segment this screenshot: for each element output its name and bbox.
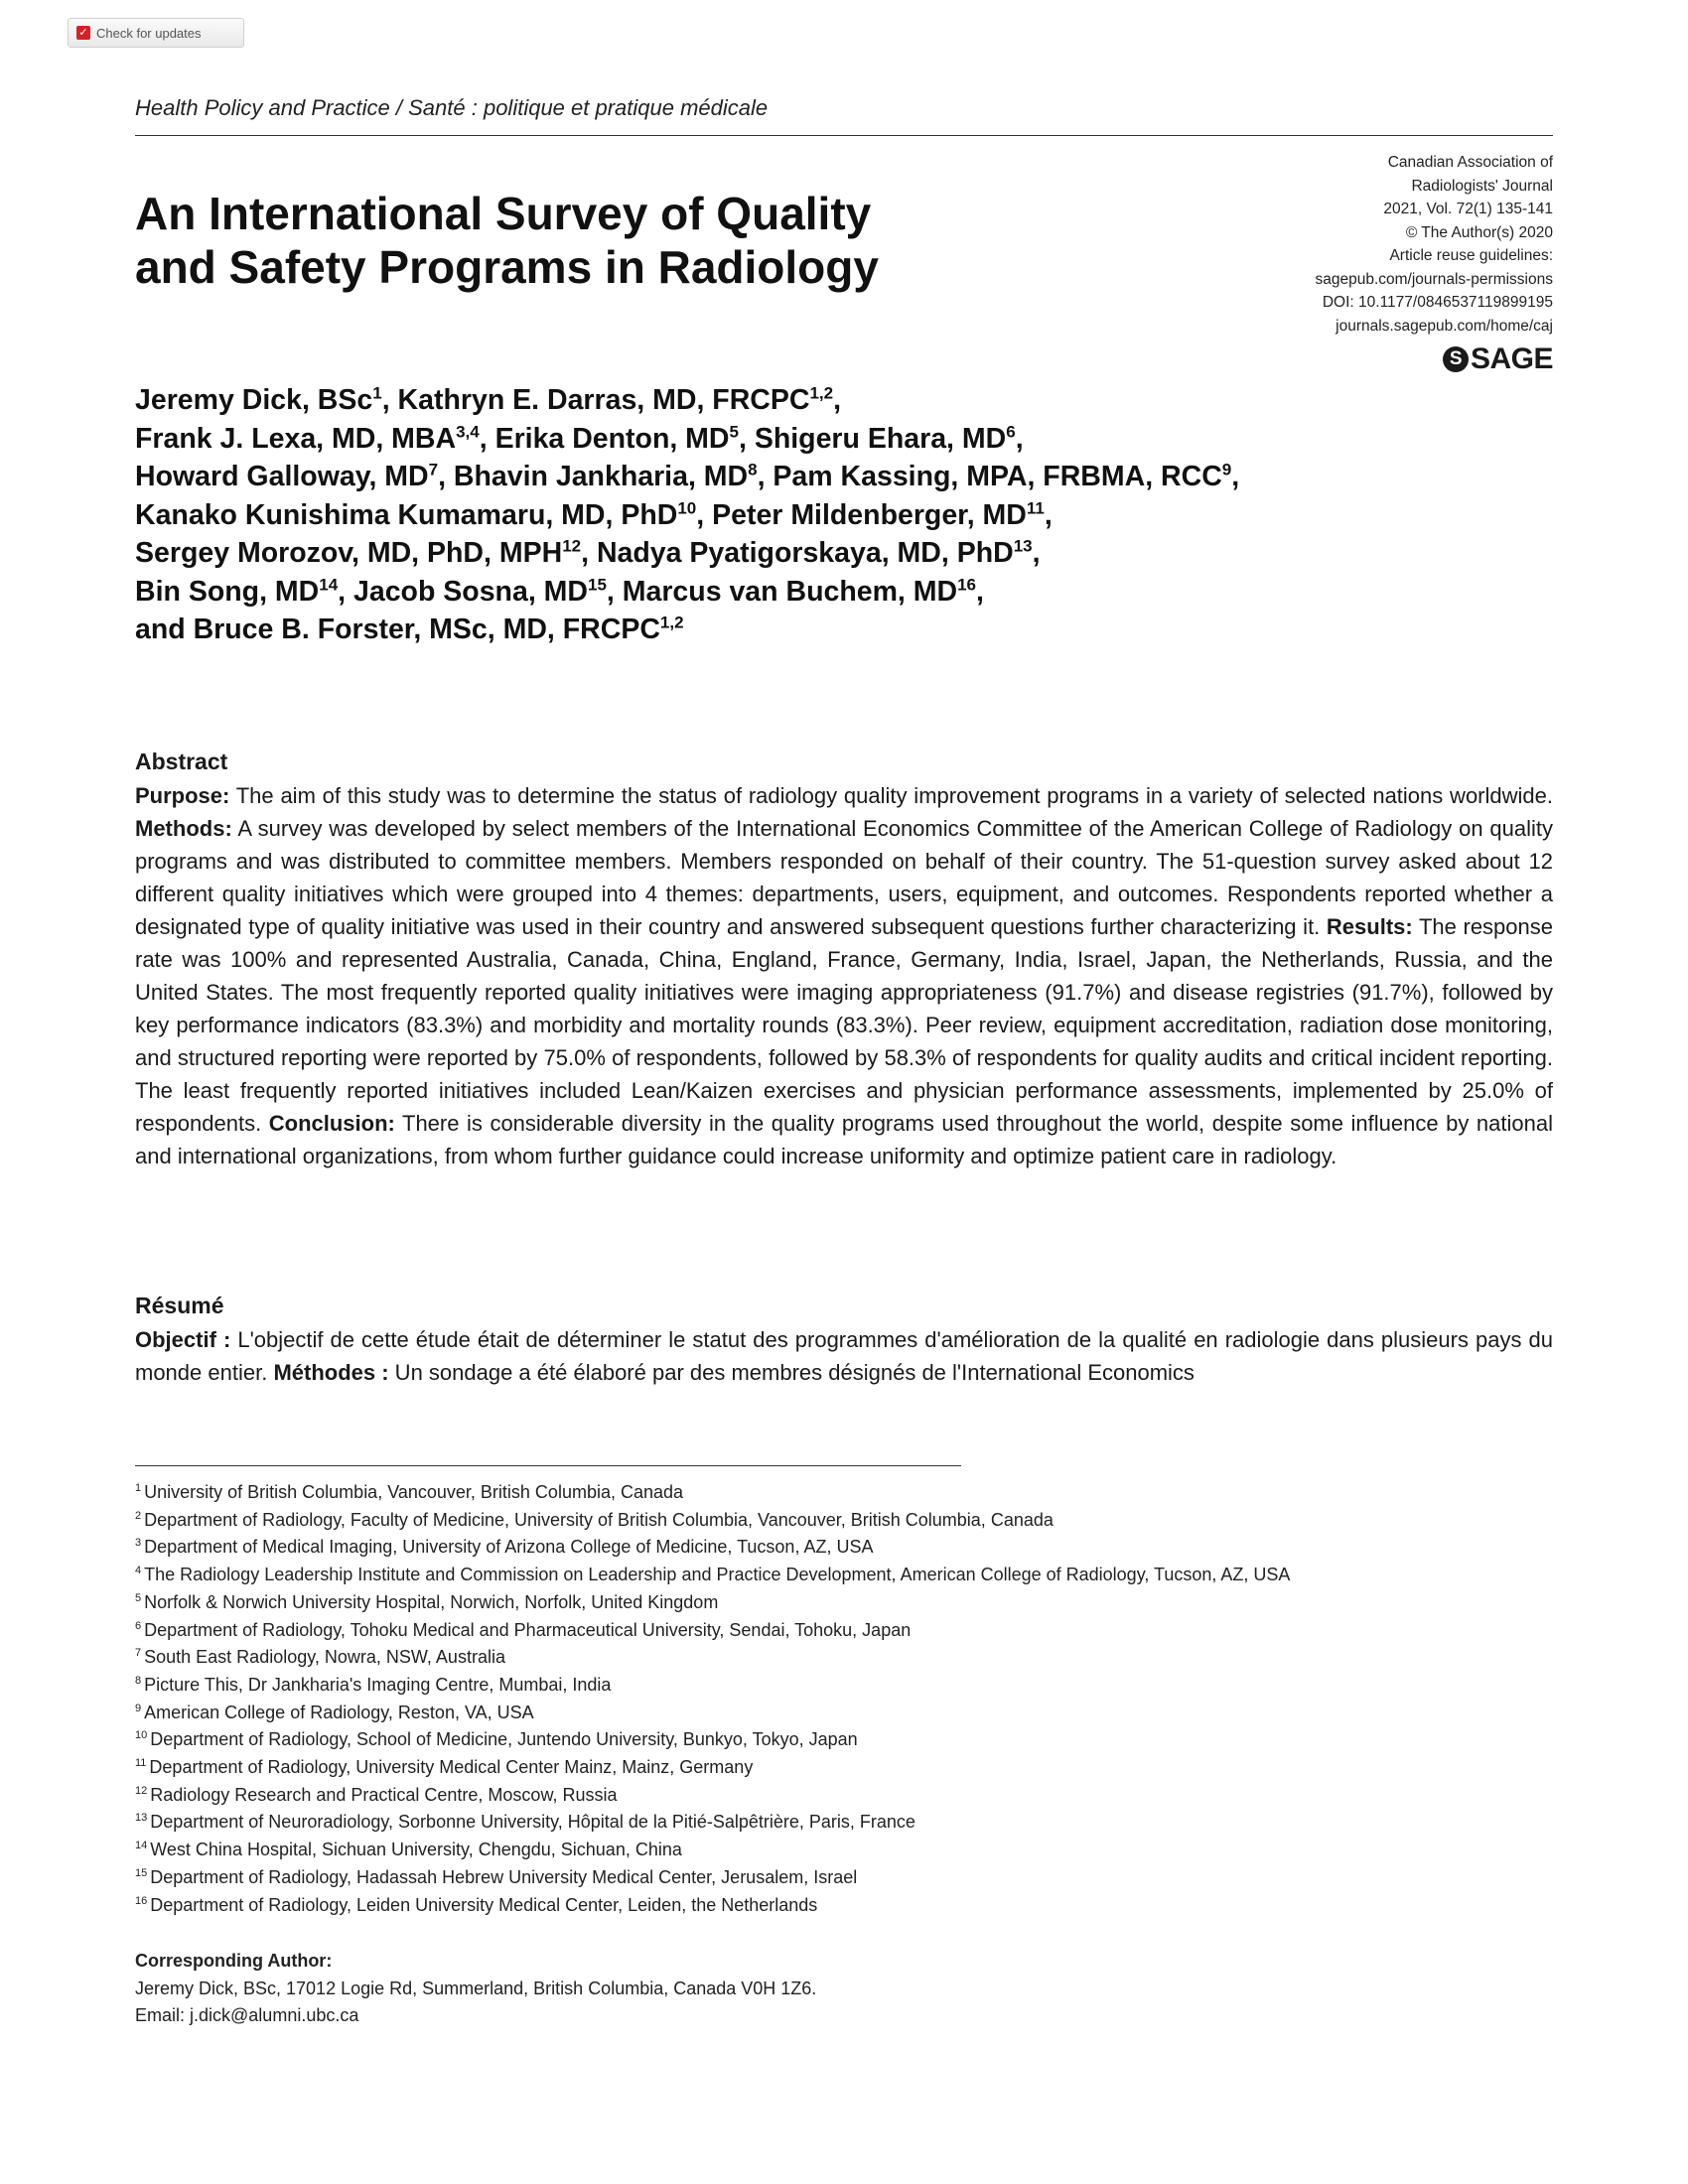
resume-label: Méthodes : [273,1360,389,1385]
abstract-heading: Abstract [135,749,228,774]
author-affiliation-mark: 1 [372,383,382,403]
author-separator: , [479,422,495,455]
email-label: Email: [135,2005,191,2025]
author-affiliation-mark: 15 [587,575,607,594]
corresponding-address: Jeremy Dick, BSc, 17012 Logie Rd, Summerland, British Columbia, Canada V0H 1Z6. [135,1978,817,1998]
author-line [135,458,1545,496]
resume-label: Objectif : [135,1327,231,1352]
author-name: Sergey Morozov, MD, PhD, MPH [135,537,563,569]
author-separator: , [1015,422,1024,455]
abstract-label: Purpose: [135,783,230,808]
email-link[interactable]: j.dick@alumni.ubc.ca [190,2005,359,2025]
author-separator: , [757,461,774,492]
affiliation-number: 2 [135,1509,142,1522]
author-name: Erika Denton, MD [494,422,730,455]
affiliation-text: Department of Radiology, Leiden University Medical Center, Leiden, the Netherlands [150,1894,818,1915]
affiliation-item [135,1782,1553,1810]
affiliation-item [135,1864,1553,1892]
resume-body [135,1323,1553,1389]
author-separator: , [606,575,623,608]
affiliation-number: 10 [135,1729,148,1742]
affiliation-text: Department of Radiology, School of Medicine, Juntendo University, Bunkyo, Tokyo, Japan [150,1729,858,1750]
affiliation-item [135,1617,1553,1645]
author-name: Pam Kassing, MPA, FRBMA, RCC [773,461,1222,492]
check-updates-icon: ✓ [76,26,90,40]
affiliation-number: 4 [135,1565,142,1577]
author-name: Nadya Pyatigorskaya, MD, PhD [596,537,1014,569]
author-name: Peter Mildenberger, MD [712,498,1027,531]
affiliation-number: 1 [135,1482,142,1494]
author-name: Bin Song, MD [135,575,320,608]
author-affiliation-mark: 7 [428,460,439,479]
journal-meta [1315,151,1553,338]
author-affiliation-mark: 12 [562,536,582,556]
author-separator: , [381,384,398,416]
journal-meta-line: Radiologists' Journal [1411,177,1553,195]
author-affiliation-mark: 1,2 [809,383,834,403]
resume-text: L'objectif de cette étude était de déterminer le statut des programmes d'amélioration de la qualité en radiologie dans plusieurs pays du monde entier. [135,1327,1553,1385]
running-header: Health Policy and Practice / Santé : politique et pratique médicale [135,95,769,120]
author-line [135,534,1545,573]
affiliation-number: 16 [135,1894,148,1907]
author-separator: , [581,537,597,569]
abstract-text: The response rate was 100% and represented Australia, Canada, China, England, France, Germany, India, Israel, Japan, the Netherlands, Russia, and the United States. The most frequently reported quality initiatives were imaging appropriateness (91.7%) and disease registries (91.7%), followed by key performance indicators (83.3%) and morbidity and mortality rounds (83.3%). Peer review, equipment accreditation, radiation dose monitoring, and structured reporting were reported by 75.0% of respondents, followed by 58.3% of respondents for quality audits and critical incident reporting. The least frequently reported initiatives included Lean/Kaizen exercises and physician performance assessments, implemented by 25.0% of respondents. [135,914,1553,1136]
author-separator: , [833,384,842,416]
author-affiliation-mark: 1,2 [659,613,684,632]
affiliation-number: 15 [135,1866,148,1879]
abstract-label: Methods: [135,816,232,841]
affiliation-text: Radiology Research and Practical Centre, Moscow, Russia [150,1784,618,1805]
affiliation-text: Department of Medical Imaging, University of Arizona College of Medicine, Tucson, AZ, USA [144,1537,874,1558]
affiliation-number: 3 [135,1537,142,1550]
author-affiliation-mark: 16 [957,575,977,594]
affiliation-text: Department of Radiology, Tohoku Medical and Pharmaceutical University, Sendai, Tohoku, Japan [144,1619,912,1640]
affiliation-item [135,1837,1553,1864]
affiliation-text: Picture This, Dr Jankharia's Imaging Centre, Mumbai, India [144,1674,612,1695]
affiliation-text: West China Hospital, Sichuan University, Chengdu, Sichuan, China [150,1840,682,1860]
author-line [135,420,1545,459]
affiliation-number: 6 [135,1619,142,1632]
affiliation-item [135,1507,1553,1535]
author-name: and Bruce B. Forster, MSc, MD, FRCPC [135,614,660,645]
affiliation-number: 7 [135,1647,142,1660]
journal-meta-line: Canadian Association of [1387,154,1553,171]
abstract-text: The aim of this study was to determine the status of radiology quality improvement programs in a variety of selected nations worldwide. [229,783,1553,808]
sage-s-icon: S [1443,346,1469,372]
resume-section [135,1293,1553,1389]
affiliation-item [135,1726,1553,1754]
author-line [135,381,1545,420]
doi-link[interactable]: DOI: 10.1177/0846537119899195 [1322,294,1553,311]
affiliation-item [135,1644,1553,1672]
corresponding-heading: Corresponding Author: [135,1951,333,1971]
journal-meta-line: Article reuse guidelines: [1389,247,1553,264]
affiliation-number: 5 [135,1591,142,1604]
resume-heading: Résumé [135,1293,224,1318]
affiliation-number: 11 [135,1757,147,1770]
affiliation-text: South East Radiology, Nowra, NSW, Australia [144,1647,505,1668]
author-name: Marcus van Buchem, MD [622,575,958,608]
author-name: Bhavin Jankharia, MD [453,461,749,492]
author-name: Jeremy Dick, BSc [135,384,373,416]
header-divider [135,135,1553,136]
affiliation-number: 13 [135,1812,148,1825]
affiliation-text: Department of Neuroradiology, Sorbonne University, Hôpital de la Pitié-Salpêtrière, Paris, France [150,1812,915,1833]
corresponding-email-row [135,2002,816,2030]
journal-home-link[interactable]: journals.sagepub.com/home/caj [1336,317,1553,335]
author-affiliation-mark: 14 [319,575,339,594]
author-separator: , [696,498,713,531]
author-name: Kanako Kunishima Kumamaru, MD, PhD [135,498,678,531]
author-separator: , [338,575,353,608]
author-affiliation-mark: 6 [1006,422,1016,441]
author-separator: , [438,461,454,492]
title-line: An International Survey of Quality [135,188,872,239]
author-separator: , [738,422,755,455]
affiliation-text: Department of Radiology, University Medical Center Mainz, Mainz, Germany [149,1757,754,1778]
author-name: Frank J. Lexa, MD, MBA [135,422,457,455]
author-affiliation-mark: 9 [1221,460,1232,479]
abstract-section [135,749,1553,1172]
author-name: Jacob Sosna, MD [353,575,588,608]
affiliation-item [135,1809,1553,1837]
author-line [135,573,1545,612]
author-name: Shigeru Ehara, MD [754,422,1007,455]
affiliation-text: Department of Radiology, Hadassah Hebrew University Medical Center, Jerusalem, Israel [150,1866,858,1887]
affiliation-text: Norfolk & Norwich University Hospital, Norwich, Norfolk, United Kingdom [144,1591,719,1612]
affiliation-text: Department of Radiology, Faculty of Medicine, University of British Columbia, Vancouver, British Columbia, Canada [144,1509,1054,1530]
affiliation-text: American College of Radiology, Reston, VA, USA [144,1702,534,1722]
affiliation-item [135,1479,1553,1507]
affiliation-number: 8 [135,1674,142,1687]
author-name: Kathryn E. Darras, MD, FRCPC [397,384,810,416]
affiliation-text: The Radiology Leadership Institute and Commission on Leadership and Practice Development, American College of Radiology, Tucson, AZ, USA [144,1565,1291,1585]
affiliation-item [135,1754,1553,1782]
author-separator: , [1231,461,1240,492]
corresponding-author [135,1948,816,2030]
author-list [135,381,1545,649]
author-affiliation-mark: 13 [1013,536,1033,556]
resume-text: Un sondage a été élaboré par des membres désignés de l'International Economics [388,1360,1195,1385]
affiliation-number: 12 [135,1784,148,1797]
abstract-label: Conclusion: [268,1111,395,1136]
author-separator: , [976,575,984,608]
abstract-label: Results: [1326,914,1413,939]
author-affiliation-mark: 11 [1026,498,1045,517]
abstract-text: A survey was developed by select members of the International Economics Committee of the American College of Radiology on quality programs and was distributed to committee members. Members responded on behalf of their country. The 51-question survey asked about 12 different quality initiatives which were grouped into 4 themes: departments, users, equipment, and outcomes. Respondents reported whether a designated type of quality initiative was used in their country and answered subsequent questions further characterizing it. [135,816,1553,939]
author-line [135,496,1545,535]
affiliation-item [135,1672,1553,1700]
affiliation-list [135,1479,1553,1919]
affiliation-number: 14 [135,1840,148,1852]
journal-meta-line: 2021, Vol. 72(1) 135-141 [1383,201,1553,217]
sage-logo [1443,342,1553,376]
affiliation-item [135,1700,1553,1727]
author-affiliation-mark: 10 [677,498,697,517]
footnote-divider [135,1465,961,1466]
abstract-body [135,779,1553,1172]
author-separator: , [1032,537,1041,569]
affiliation-item [135,1589,1553,1617]
author-separator: , [1044,498,1053,531]
title-line: and Safety Programs in Radiology [135,241,879,293]
affiliation-number: 9 [135,1702,142,1714]
abstract-text: There is considerable diversity in the quality programs used throughout the world, despite some influence by national and international organizations, from whom further guidance could increase uniformity and optimize patient care in radiology. [135,1111,1553,1168]
journal-meta-line: © The Author(s) 2020 [1405,223,1553,241]
author-name: Howard Galloway, MD [135,461,429,492]
check-for-updates-button[interactable] [68,18,244,48]
author-affiliation-mark: 3,4 [456,422,480,441]
author-affiliation-mark: 8 [748,460,758,479]
affiliation-item [135,1562,1553,1589]
author-line [135,611,1545,649]
paper-title [135,187,1009,294]
sage-logo-text: SAGE [1470,342,1553,375]
affiliation-text: University of British Columbia, Vancouver, British Columbia, Canada [144,1482,684,1502]
permissions-link[interactable]: sagepub.com/journals-permissions [1315,270,1553,288]
affiliation-item [135,1534,1553,1562]
affiliation-item [135,1892,1553,1920]
check-for-updates-label: Check for updates [96,25,202,41]
author-affiliation-mark: 5 [729,422,739,441]
